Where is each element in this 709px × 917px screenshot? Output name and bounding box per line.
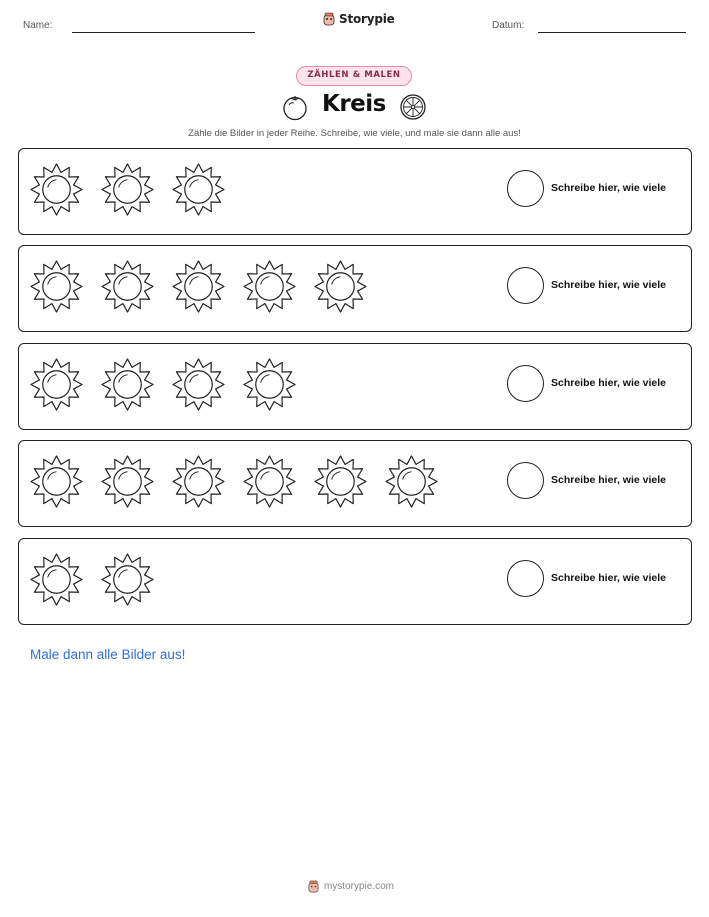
sun-icon: [171, 162, 226, 217]
answer-label: Schreibe hier, wie viele: [551, 279, 666, 291]
sun-icon: [171, 357, 226, 412]
sun-icon: [313, 454, 368, 509]
sun-icon: [29, 259, 84, 314]
sun-group: [29, 259, 368, 317]
date-label: Datum:: [492, 20, 525, 31]
answer-label: Schreibe hier, wie viele: [551, 377, 666, 389]
counting-row: [18, 343, 692, 430]
footer-note: Male dann alle Bilder aus!: [30, 647, 186, 662]
answer-circle[interactable]: [507, 170, 544, 207]
answer-label: Schreibe hier, wie viele: [551, 474, 666, 486]
sun-icon: [313, 259, 368, 314]
answer-circle[interactable]: [507, 267, 544, 304]
brand-logo: [322, 12, 395, 26]
sun-icon: [100, 162, 155, 217]
sun-group: [29, 357, 297, 415]
sun-icon: [29, 162, 84, 217]
sun-group: [29, 162, 226, 220]
storypie-logo-icon: [307, 880, 320, 893]
counting-row: [18, 538, 692, 625]
sun-icon: [29, 552, 84, 607]
footer: [307, 880, 394, 893]
counting-row: [18, 440, 692, 527]
sun-icon: [100, 357, 155, 412]
storypie-logo-icon: [322, 12, 336, 26]
citrus-slice-icon: [399, 93, 427, 121]
answer-label: Schreibe hier, wie viele: [551, 572, 666, 584]
sun-icon: [242, 259, 297, 314]
name-label: Name:: [23, 20, 53, 31]
answer-circle[interactable]: [507, 365, 544, 402]
instruction-text: Zähle die Bilder in jeder Reihe. Schreibe, wie viele, und male sie dann alle aus!: [188, 128, 521, 139]
category-tag: ZÄHLEN & MALEN: [296, 66, 412, 86]
sun-icon: [100, 552, 155, 607]
answer-label: Schreibe hier, wie viele: [551, 182, 666, 194]
sun-icon: [171, 259, 226, 314]
answer-circle[interactable]: [507, 462, 544, 499]
counting-row: [18, 245, 692, 332]
sun-icon: [242, 357, 297, 412]
sun-icon: [384, 454, 439, 509]
sun-icon: [29, 357, 84, 412]
tomato-icon: [281, 93, 309, 121]
brand-name: Storypie: [339, 12, 395, 26]
title-row: [0, 91, 709, 123]
sun-icon: [29, 454, 84, 509]
sun-icon: [100, 259, 155, 314]
answer-circle[interactable]: [507, 560, 544, 597]
footer-url[interactable]: mystorypie.com: [324, 881, 395, 892]
sun-group: [29, 454, 439, 512]
page-title: Kreis: [322, 91, 386, 117]
sun-group: [29, 552, 155, 610]
date-line[interactable]: [538, 32, 686, 33]
sun-icon: [171, 454, 226, 509]
name-line[interactable]: [72, 32, 255, 33]
counting-row: [18, 148, 692, 235]
sun-icon: [242, 454, 297, 509]
sun-icon: [100, 454, 155, 509]
